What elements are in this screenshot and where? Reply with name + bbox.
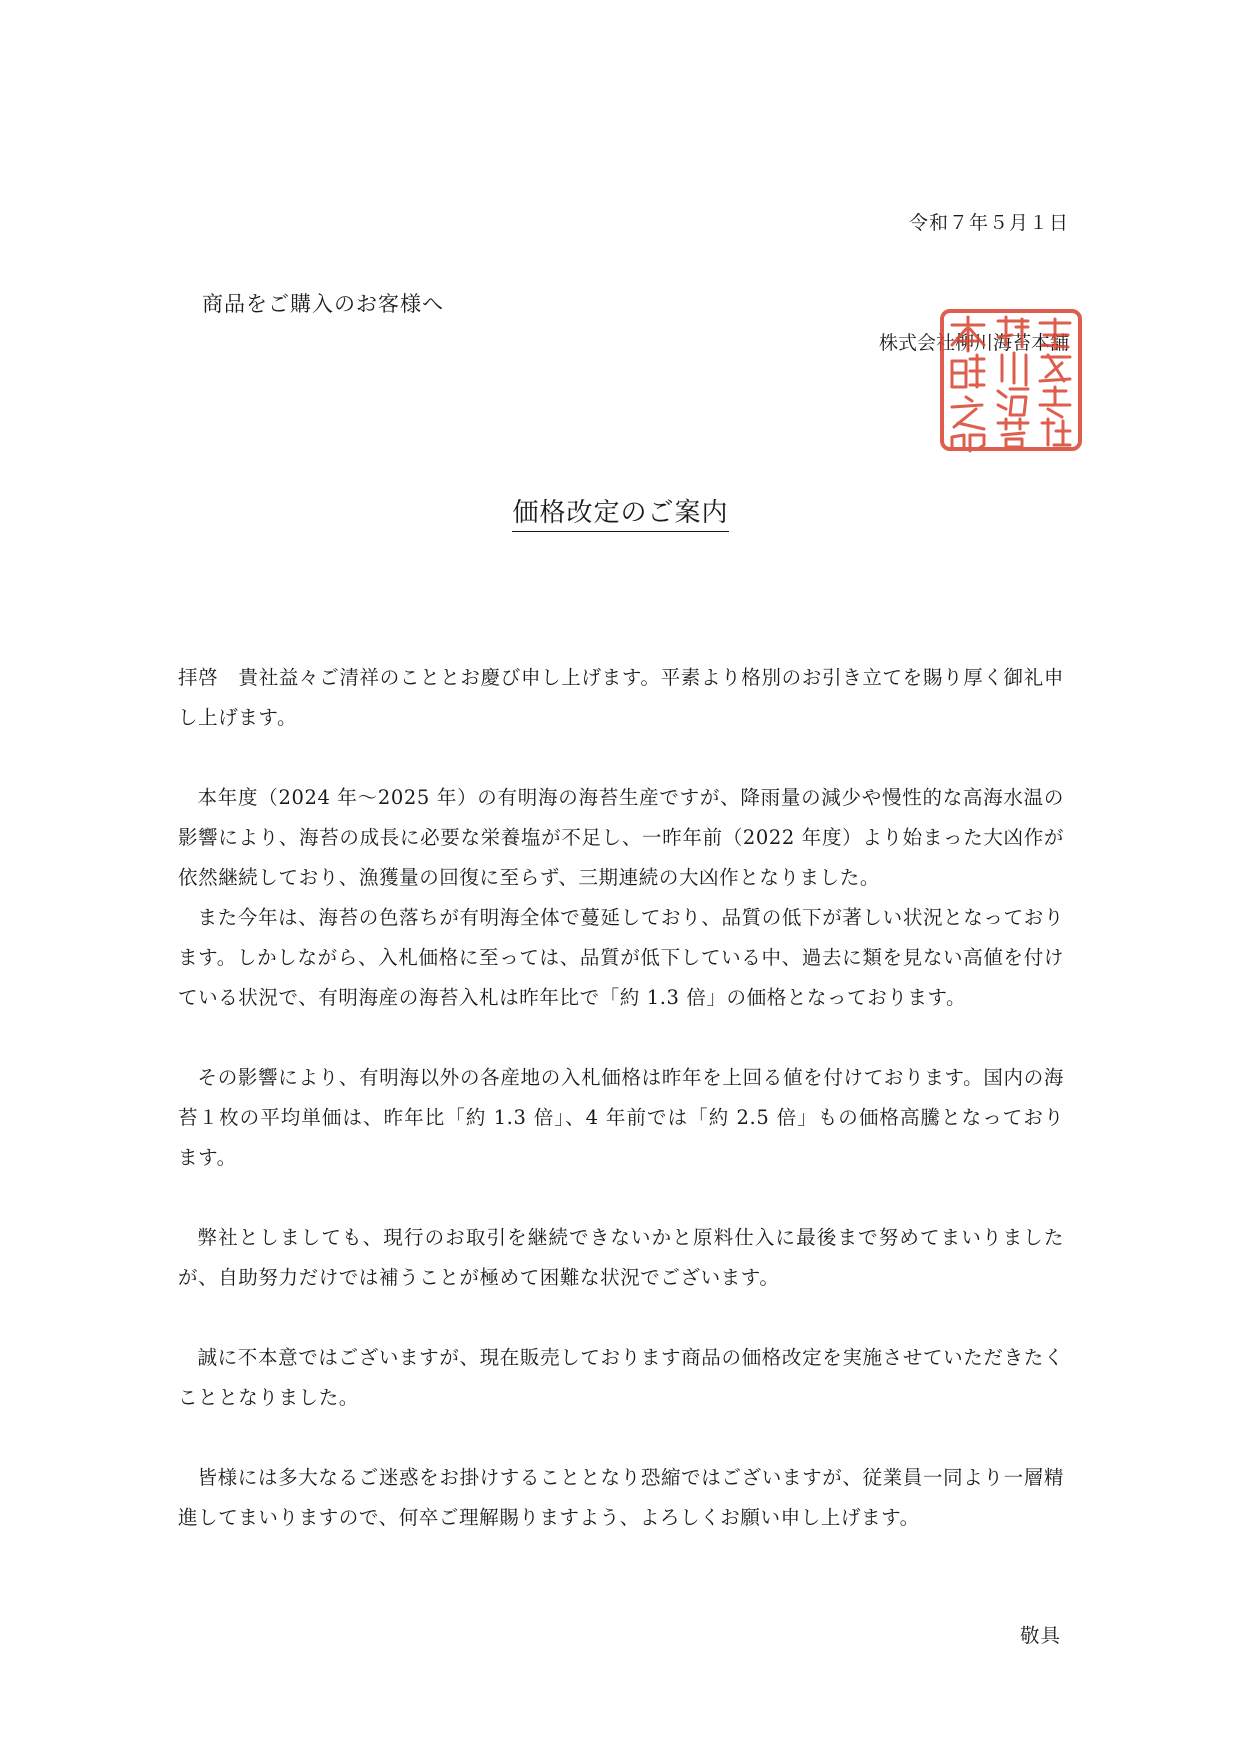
closing-word: 敬具 [1019, 1624, 1061, 1647]
paragraph-harvest: 本年度（2024 年～2025 年）の有明海の海苔生産ですが、降雨量の減少や慢性的な高海水温の影響により、海苔の成長に必要な栄養塩が不足し、一昨年前（2022 年度）より始まった大凶作が依然継続しており、漁獲量の回復に至らず、三期連続の大凶作となりました。 [178, 786, 1064, 889]
company-name: 株式会社柳川海苔本舗 [878, 332, 1069, 354]
document-title-wrapper [0, 492, 1241, 532]
paragraph-quality: また今年は、海苔の色落ちが有明海全体で蔓延しており、品質の低下が著しい状況となっております。しかしながら、入札価格に至っては、品質が低下している中、過去に類を見ない高値を付けている状況で、有明海産の海苔入札は昨年比で「約 1.3 倍」の価格となっております。 [178, 906, 1064, 1009]
company-seal-stamp [936, 305, 1086, 455]
letter-date: 令和７年５月１日 [908, 212, 1069, 234]
paragraph-price-impact: その影響により、有明海以外の各産地の入札価格は昨年を上回る値を付けております。国内の海苔１枚の平均単価は、昨年比「約 1.3 倍」、4 年前では「約 2.5 倍」もの価格高騰となっております。 [178, 1066, 1064, 1169]
paragraph-price-revision: 誠に不本意ではございますが、現在販売しております商品の価格改定を実施させていただきたくこととなりました。 [178, 1346, 1064, 1409]
letter-body [178, 658, 1064, 1538]
paragraph-apology: 皆様には多大なるご迷惑をお掛けすることとなり恐縮ではございますが、従業員一同より一層精進してまいりますので、何卒ご理解賜りますよう、よろしくお願い申し上げます。 [178, 1466, 1064, 1529]
paragraph-efforts: 弊社としましても、現行のお取引を継続できないかと原料仕入に最後まで努めてまいりましたが、自助努力だけでは補うことが極めて困難な状況でございます。 [178, 1226, 1064, 1289]
greeting-paragraph: 拝啓 貴社益々ご清祥のこととお慶び申し上げます。平素より格別のお引き立てを賜り厚く御礼申し上げます。 [178, 666, 1064, 729]
recipient-line: 商品をご購入のお客様へ [202, 292, 444, 316]
document-title: 価格改定のご案内 [512, 492, 728, 532]
